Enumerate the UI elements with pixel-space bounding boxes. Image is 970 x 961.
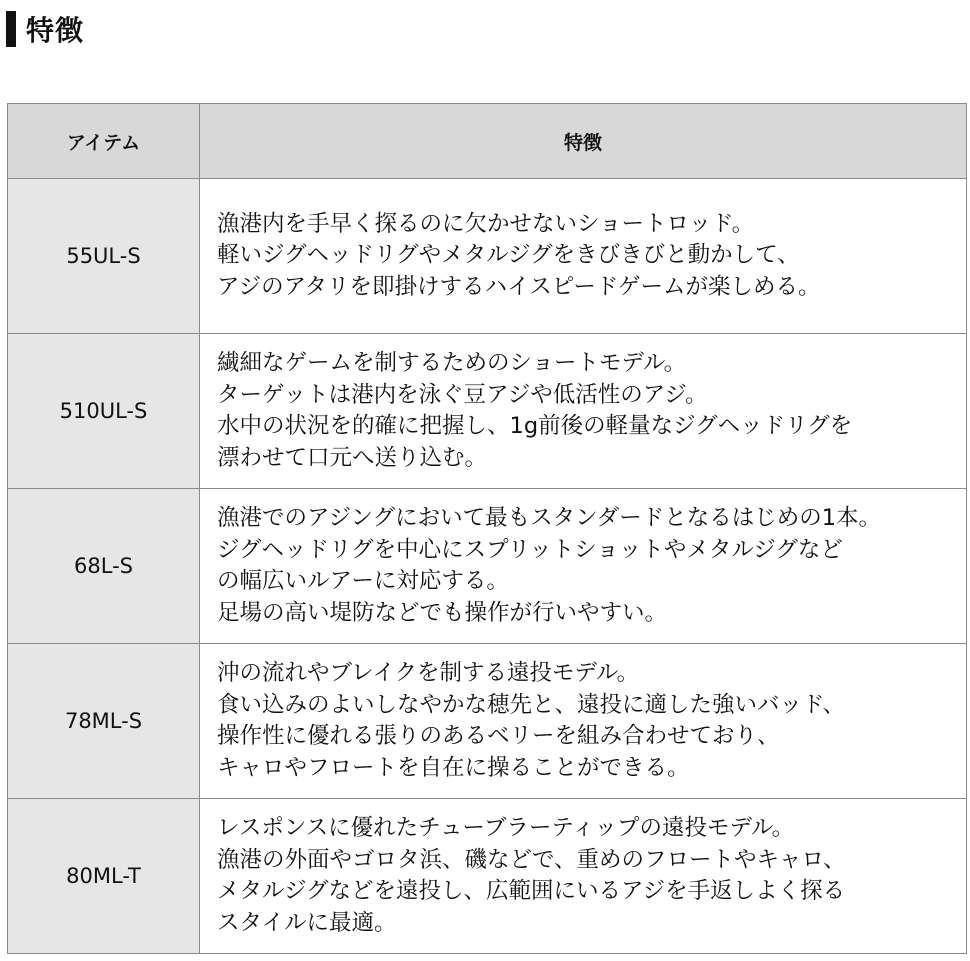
item-name-cell: 78ML-S xyxy=(8,644,200,799)
feature-line: 漁港でのアジングにおいて最もスタンダードとなるはじめの1本。 xyxy=(217,505,882,531)
feature-cell xyxy=(200,489,967,644)
feature-line: ジグヘッドリグを中心にスプリットショットやメタルジグなど xyxy=(217,536,843,563)
feature-line: 水中の状況を的確に把握し、1g前後の軽量なジグヘッドリグを xyxy=(217,413,853,439)
feature-line: スタイルに最適。 xyxy=(217,909,397,936)
heading-title: 特徴 xyxy=(26,14,85,47)
column-header-item: アイテム xyxy=(8,104,200,179)
feature-line: キャロやフロートを自在に操ることができる。 xyxy=(217,754,690,781)
feature-line: の幅広いルアーに対応する。 xyxy=(217,568,509,594)
item-name-cell: 55UL-S xyxy=(8,179,200,334)
table-row xyxy=(8,644,967,799)
column-header-feature: 特徴 xyxy=(200,104,967,179)
feature-line: メタルジグなどを遠投し、広範囲にいるアジを手返しよく探る xyxy=(217,878,846,904)
feature-cell xyxy=(200,334,967,489)
feature-table xyxy=(7,103,967,954)
feature-cell xyxy=(200,644,967,799)
feature-cell xyxy=(200,179,967,334)
heading-marker xyxy=(6,11,16,47)
feature-line: 漁港の外面やゴロタ浜、磯などで、重めのフロートやキャロ、 xyxy=(217,846,846,873)
feature-line: 軽いジグヘッドリグやメタルジグをきびきびと動かして、 xyxy=(217,242,800,269)
feature-line: 沖の流れやブレイクを制する遠投モデル。 xyxy=(217,660,640,686)
feature-line: レスポンスに優れたチューブラーティップの遠投モデル。 xyxy=(217,815,795,841)
feature-line: ターゲットは港内を泳ぐ豆アジや低活性のアジ。 xyxy=(217,381,708,408)
feature-line: 漂わせて口元へ送り込む。 xyxy=(217,444,488,471)
item-name-cell: 510UL-S xyxy=(8,334,200,489)
table-row xyxy=(8,179,967,334)
feature-line: 漁港内を手早く探るのに欠かせないショートロッド。 xyxy=(217,210,755,237)
feature-line: アジのアタリを即掛けするハイスピードゲームが楽しめる。 xyxy=(217,273,821,300)
table-row xyxy=(8,334,967,489)
feature-cell xyxy=(200,799,967,954)
section-heading xyxy=(6,9,84,49)
item-name-cell: 80ML-T xyxy=(8,799,200,954)
item-name-cell: 68L-S xyxy=(8,489,200,644)
feature-line: 足場の高い堤防などでも操作が行いやすい。 xyxy=(217,599,668,626)
table-row xyxy=(8,489,967,644)
feature-line: 食い込みのよいしなやかな穂先と、遠投に適した強いバッド、 xyxy=(217,691,845,718)
table-header-row xyxy=(8,104,967,179)
feature-line: 操作性に優れる張りのあるベリーを組み合わせており、 xyxy=(217,723,780,749)
feature-line: 繊細なゲームを制するためのショートモデル。 xyxy=(217,350,687,376)
table-row xyxy=(8,799,967,954)
